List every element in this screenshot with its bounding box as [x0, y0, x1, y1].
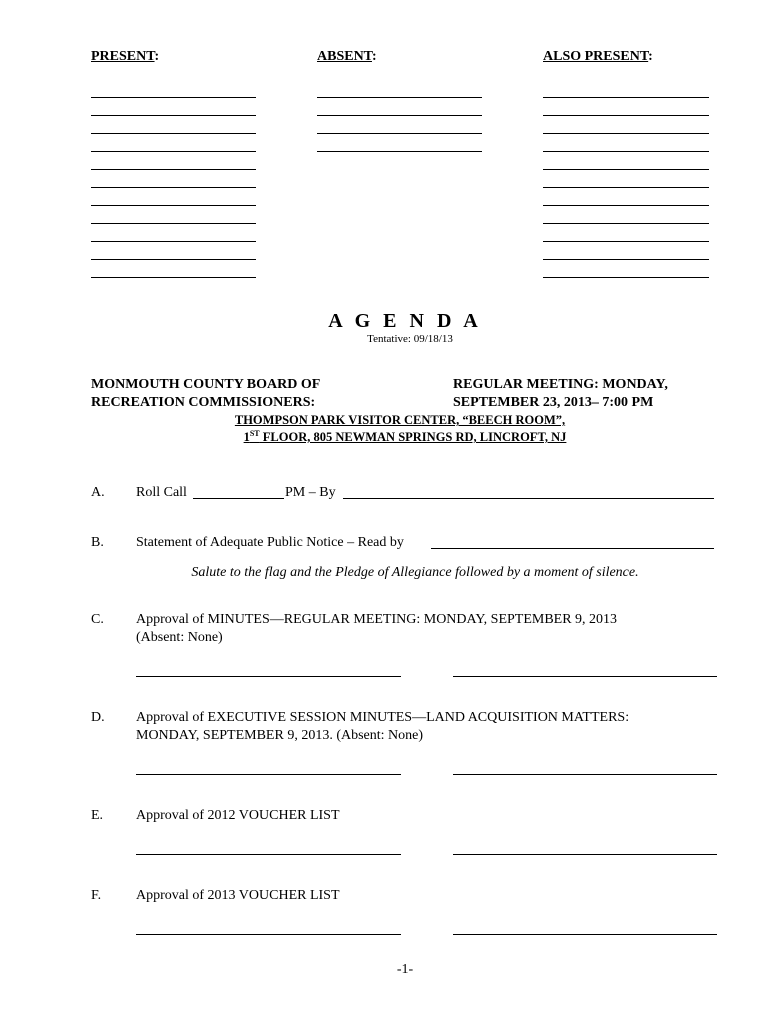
absent-blank-line[interactable]: [317, 133, 482, 134]
motion-blank-line[interactable]: [136, 676, 401, 677]
item-e-letter: E.: [91, 808, 104, 823]
also-present-colon: :: [648, 49, 653, 64]
present-colon: :: [154, 49, 160, 64]
absent-blank-line[interactable]: [317, 97, 482, 98]
item-b-letter: B.: [91, 535, 104, 550]
also-present-blank-line[interactable]: [543, 133, 709, 134]
item-a-pm-by: PM – By: [285, 485, 336, 500]
also-present-blank-line[interactable]: [543, 259, 709, 260]
absent-colon: :: [371, 49, 377, 64]
notice-read-by-blank[interactable]: [431, 548, 714, 549]
absent-label: ABSENT: [317, 49, 372, 64]
meeting-line2: SEPTEMBER 23, 2013– 7:00 PM: [453, 395, 654, 410]
floor-ordinal: ST: [249, 428, 260, 438]
absent-heading: [317, 49, 377, 65]
second-blank-line[interactable]: [453, 774, 717, 775]
present-blank-line[interactable]: [91, 151, 256, 152]
present-label: PRESENT: [91, 49, 155, 64]
present-blank-line[interactable]: [91, 241, 256, 242]
present-blank-line[interactable]: [91, 223, 256, 224]
also-present-blank-line[interactable]: [543, 97, 709, 98]
also-present-blank-line[interactable]: [543, 277, 709, 278]
location-line2: [0, 430, 770, 445]
item-c-line1: Approval of MINUTES—REGULAR MEETING: MONDAY, SEPTEMBER 9, 2013: [136, 612, 618, 627]
also-present-blank-line[interactable]: [543, 205, 709, 206]
present-blank-line[interactable]: [91, 97, 256, 98]
item-f-letter: F.: [91, 888, 102, 903]
absent-blank-line[interactable]: [317, 115, 482, 116]
motion-blank-line[interactable]: [136, 774, 401, 775]
item-c-letter: C.: [91, 612, 104, 627]
motion-blank-line[interactable]: [136, 854, 401, 855]
also-present-label: ALSO PRESENT: [543, 49, 649, 64]
location-address: FLOOR, 805 NEWMAN SPRINGS RD, LINCROFT, NJ: [259, 430, 567, 444]
salute-note: Salute to the flag and the Pledge of Allegiance followed by a moment of silence.: [191, 565, 639, 580]
also-present-heading: [543, 49, 653, 65]
page-number: -1-: [396, 962, 414, 977]
item-b-text: Statement of Adequate Public Notice – Read by: [136, 535, 404, 550]
org-name-line1: MONMOUTH COUNTY BOARD OF: [91, 377, 321, 392]
item-d-line2: MONDAY, SEPTEMBER 9, 2013. (Absent: None): [136, 728, 424, 743]
second-blank-line[interactable]: [453, 854, 717, 855]
roll-call-by-blank[interactable]: [343, 498, 714, 499]
also-present-blank-line[interactable]: [543, 223, 709, 224]
absent-blank-line[interactable]: [317, 151, 482, 152]
meeting-line1: REGULAR MEETING: MONDAY,: [453, 377, 668, 392]
item-d-letter: D.: [91, 710, 105, 725]
floor-number: 1: [243, 430, 250, 444]
present-blank-line[interactable]: [91, 277, 256, 278]
second-blank-line[interactable]: [453, 934, 717, 935]
present-heading: [91, 49, 159, 65]
roll-call-time-blank[interactable]: [193, 498, 284, 499]
present-blank-line[interactable]: [91, 187, 256, 188]
location-line1: THOMPSON PARK VISITOR CENTER, “BEECH ROOM”,: [234, 413, 566, 427]
org-name-line2: RECREATION COMMISSIONERS:: [91, 395, 316, 410]
also-present-blank-line[interactable]: [543, 115, 709, 116]
motion-blank-line[interactable]: [136, 934, 401, 935]
item-a-letter: A.: [91, 485, 105, 500]
item-a-roll-call: Roll Call: [136, 485, 187, 500]
also-present-blank-line[interactable]: [543, 169, 709, 170]
also-present-blank-line[interactable]: [543, 151, 709, 152]
also-present-blank-line[interactable]: [543, 187, 709, 188]
present-blank-line[interactable]: [91, 115, 256, 116]
present-blank-line[interactable]: [91, 205, 256, 206]
present-blank-line[interactable]: [91, 133, 256, 134]
agenda-title: A G E N D A: [328, 310, 482, 332]
item-f-text: Approval of 2013 VOUCHER LIST: [136, 888, 340, 903]
also-present-blank-line[interactable]: [543, 241, 709, 242]
tentative-date: Tentative: 09/18/13: [367, 333, 453, 345]
second-blank-line[interactable]: [453, 676, 717, 677]
item-e-text: Approval of 2012 VOUCHER LIST: [136, 808, 340, 823]
present-blank-line[interactable]: [91, 169, 256, 170]
item-d-line1: Approval of EXECUTIVE SESSION MINUTES—LAND ACQUISITION MATTERS:: [136, 710, 630, 725]
item-c-line2: (Absent: None): [136, 630, 223, 645]
present-blank-line[interactable]: [91, 259, 256, 260]
